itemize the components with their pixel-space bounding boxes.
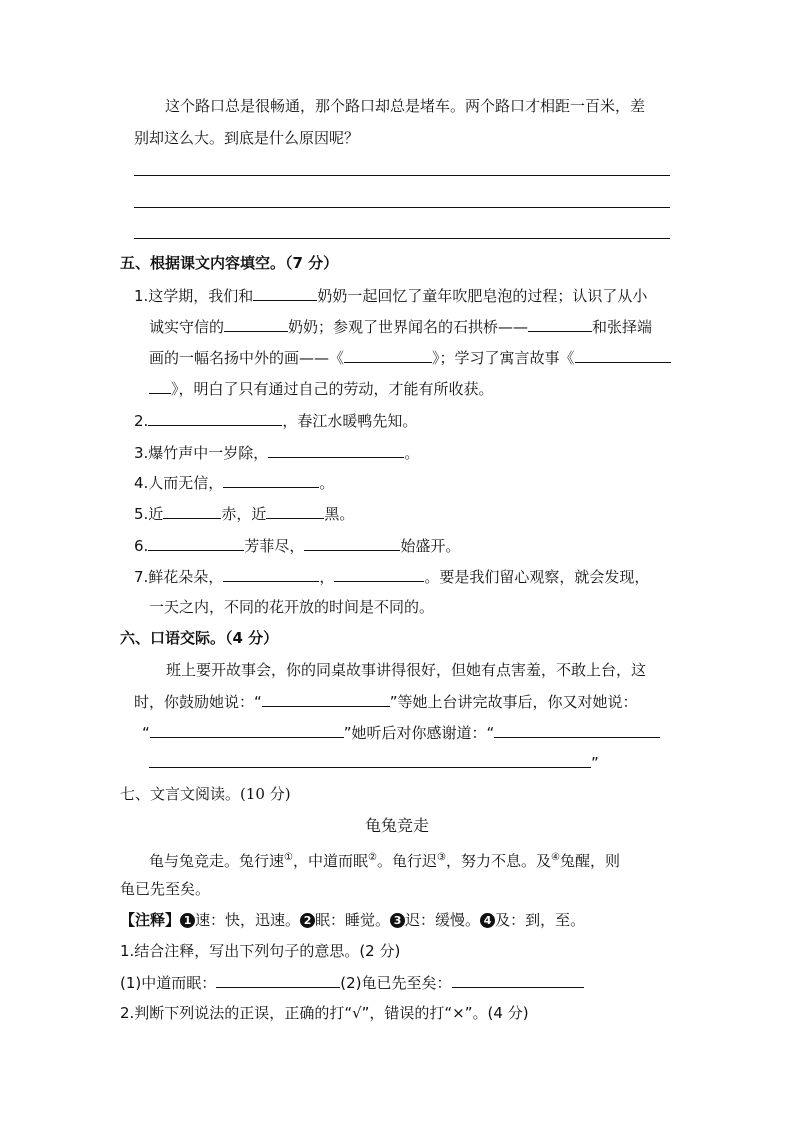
s5-item-1-line-1: [134, 285, 647, 306]
text: 1.这学期，我们和: [134, 287, 254, 305]
blank[interactable]: [452, 972, 584, 988]
blank[interactable]: [223, 472, 319, 488]
footnote-mark-2: ②: [368, 852, 377, 863]
blank[interactable]: [304, 535, 400, 551]
blank[interactable]: [224, 316, 288, 332]
note-text: 眠：睡觉。: [315, 911, 391, 929]
blank[interactable]: [163, 503, 221, 519]
s5-item-1-line-4: [149, 378, 494, 399]
s5-item-1-line-3: [149, 347, 671, 368]
note-number-1: 1: [180, 913, 195, 928]
blank[interactable]: [150, 722, 344, 738]
s6-line-4: [149, 752, 599, 773]
note-text: 迟：缓慢。: [405, 911, 481, 929]
text: 。要是我们留心观察，就会发现，: [424, 568, 650, 586]
text: 4.人而无信，: [134, 474, 224, 492]
text: 》；学习了寓言故事《: [432, 349, 575, 367]
text: (2)龟已先至矣：: [340, 974, 452, 992]
answer-line-2[interactable]: [134, 207, 670, 208]
text: 始盛开。: [400, 537, 461, 555]
footnote-mark-3: ③: [436, 852, 446, 863]
text: 诚实守信的: [149, 318, 225, 336]
text: 奶奶；参观了世界闻名的石拱桥——: [288, 318, 529, 336]
note-number-3: 3: [390, 913, 405, 928]
text: 。: [404, 444, 420, 462]
question-2: 2.判断下列说法的正误，正确的打“√”，错误的打“×”。(4 分): [120, 1004, 529, 1022]
text: ”等她上台讲完故事后，你又对她说：: [389, 693, 638, 711]
section-5-title: 五、根据课文内容填空。（7 分）: [120, 254, 339, 272]
text: ”: [591, 754, 599, 772]
text: 奶奶一起回忆了童年吹肥皂泡的过程；认识了从小: [317, 287, 648, 305]
notes-line: [120, 910, 585, 930]
text: 赤，近: [221, 505, 267, 523]
note-text: 及：到，至。: [495, 911, 586, 929]
blank[interactable]: [344, 347, 432, 363]
s5-item-1-line-2: [149, 316, 652, 337]
text: (1)中道而眠：: [120, 974, 217, 992]
notes-label: 【注释】: [120, 911, 181, 929]
blank[interactable]: [268, 442, 404, 458]
question-1-answers: [120, 972, 584, 993]
blank[interactable]: [149, 378, 171, 394]
s6-line-2: [134, 691, 638, 712]
answer-line-3[interactable]: [134, 238, 670, 239]
text: 7.鲜花朵朵，: [134, 568, 224, 586]
text: 黑。: [324, 505, 355, 523]
blank[interactable]: [575, 347, 671, 363]
s6-line-1: 班上要开故事会，你的同桌故事讲得很好，但她有点害羞，不敢上台，这: [166, 661, 647, 679]
blank[interactable]: [148, 535, 244, 551]
blank[interactable]: [528, 316, 592, 332]
text: ，: [319, 568, 335, 586]
text: 6.: [134, 537, 149, 555]
question-1: 1.结合注释，写出下列句子的意思。(2 分): [120, 942, 401, 960]
blank[interactable]: [223, 566, 319, 582]
s5-item-6: [134, 535, 460, 556]
s6-line-3: [142, 722, 660, 743]
text: 2.: [134, 412, 149, 430]
q4-paragraph-line-2: 别却这么大。到底是什么原因呢？: [134, 129, 360, 147]
text: ，春江水暖鸭先知。: [282, 412, 418, 430]
text: 。: [319, 474, 335, 492]
section-6-title: 六、口语交际。（4 分）: [120, 629, 279, 647]
s5-item-5: [134, 503, 354, 524]
note-number-4: 4: [480, 913, 495, 928]
blank[interactable]: [148, 410, 282, 426]
text: 3.爆竹声中一岁除，: [134, 444, 269, 462]
note-number-2: 2: [300, 913, 315, 928]
text: 和张择端: [592, 318, 653, 336]
blank[interactable]: [266, 503, 324, 519]
text: 时，你鼓励她说：“: [134, 693, 262, 711]
text: 5.近: [134, 505, 164, 523]
section-7-title: 七、文言文阅读。(10 分): [120, 785, 291, 803]
s5-item-7-line-2: 一天之内，不同的花开放的时间是不同的。: [149, 598, 435, 616]
blank[interactable]: [494, 722, 660, 738]
passage-line-1: [149, 848, 620, 871]
text: 龟与兔竞走。兔行速: [149, 852, 285, 870]
blank[interactable]: [334, 566, 424, 582]
blank[interactable]: [262, 691, 390, 707]
passage-line-2: 龟已先至矣。: [120, 880, 211, 898]
blank[interactable]: [216, 972, 340, 988]
text: ，中道而眠: [292, 852, 368, 870]
footnote-mark-1: ①: [284, 852, 293, 863]
text: ”她听后对你感谢道：“: [343, 724, 495, 742]
text: 芳菲尽，: [244, 537, 305, 555]
text: 。龟行迟: [376, 852, 437, 870]
s5-item-3: [134, 442, 419, 463]
footnote-mark-4: ④: [550, 852, 560, 863]
blank[interactable]: [149, 752, 591, 768]
passage-title: 龟兔竞走: [365, 816, 430, 835]
s5-item-7-line-1: [134, 566, 649, 587]
text: 兔醒，则: [559, 852, 620, 870]
s5-item-2: [134, 410, 417, 431]
text: 》，明白了只有通过自己的劳动，才能有所收获。: [171, 380, 494, 398]
note-text: 速：快，迅速。: [195, 911, 301, 929]
text: 画的一幅名扬中外的画——《: [149, 349, 345, 367]
blank[interactable]: [253, 285, 317, 301]
answer-line-1[interactable]: [134, 175, 670, 176]
text: ，努力不息。及: [445, 852, 551, 870]
text: “: [142, 724, 150, 742]
q4-paragraph-line-1: 这个路口总是很畅通，那个路口却总是堵车。两个路口才相距一百米，差: [165, 97, 646, 115]
s5-item-4: [134, 472, 334, 493]
